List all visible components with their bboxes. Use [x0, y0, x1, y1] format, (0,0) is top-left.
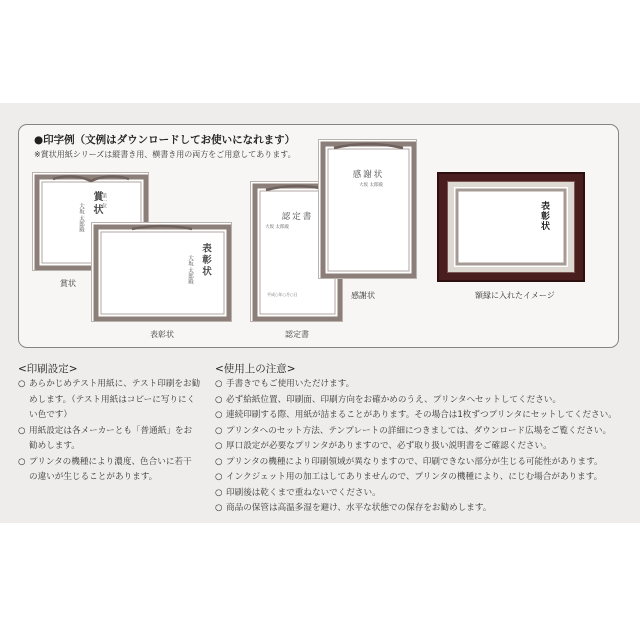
certificate-date: 平成○年○月○日 — [267, 292, 298, 297]
list-item-continuation: い色です） — [29, 410, 72, 420]
certificate-heading: 表彰状 — [200, 243, 211, 278]
print-sample-title: ●印字例（文例はダウンロードしてお使いになれます） — [34, 134, 296, 146]
ornamental-border — [319, 140, 417, 279]
list-item: ○ 手書きでもご使用いただけます。 — [215, 379, 355, 389]
list-item: ○ 商品の保管は高温多湿を避け、水平な状態での保存をお勧めします。 — [215, 503, 492, 513]
list-item: ○ プリンタへのセット方法、テンプレートの詳細につきましては、ダウンロード広場をご覧ください。 — [215, 425, 612, 436]
list-item: ○ プリンタの機種により印刷領域が異なりますので、印刷できない部分が生じる可能性があります。 — [215, 456, 603, 467]
list-item: ○ 印刷後は乾くまで重ねないでください。 — [215, 487, 381, 498]
certificate-heading: 賞状 — [91, 191, 102, 217]
certificate-hyoshojo — [91, 222, 232, 322]
list-item: ○ 用紙設定は各メーカーとも「普通紙」をお — [18, 425, 193, 436]
caption-kanshajo: 感謝状 — [351, 291, 375, 300]
certificate-kanshajo — [318, 139, 417, 279]
list-item: ○ 必ず給紙位置、印刷面、印刷方向をお確かめのうえ、プリンタへセットしてください。 — [215, 394, 561, 405]
list-item: ○ 厚口設定が必要なプリンタがありますので、必ず取り扱い説明書をご確認ください。 — [215, 441, 552, 451]
print-settings-list — [18, 377, 200, 486]
frame-mat — [447, 181, 575, 273]
certificate-recipient: 大坂 太郎殿 — [187, 255, 193, 285]
print-settings-heading: <印刷設定> — [18, 363, 78, 375]
framed-certificate — [437, 172, 585, 282]
framed-paper — [454, 187, 568, 267]
certificate-recipient: 大坂 太郎殿 — [359, 183, 383, 188]
caption-ninteisho: 認定書 — [285, 330, 309, 339]
list-item-continuation: 勧めします。 — [29, 441, 80, 451]
certificate-recipient: 大坂 太郎殿 — [78, 203, 84, 233]
usage-notes-heading: <使用上の注意> — [215, 363, 296, 375]
certificate-recipient: 大坂 太郎殿 — [265, 225, 289, 230]
certificate-rank: 第一位 — [101, 193, 107, 208]
certificate-heading: 認定書 — [281, 212, 314, 222]
usage-notes-list — [215, 377, 617, 517]
caption-framed: 額縁に入れたイメージ — [475, 291, 555, 300]
print-sample-note: ※賞状用紙シリーズは縦書き用、横書き用の両方をご用意してあります。 — [34, 150, 296, 159]
list-item: ○ プリンタの機種により濃度、色合いに若干 — [18, 456, 192, 467]
list-item-continuation: めします。（テスト用紙はコピーに写りにく — [29, 394, 196, 405]
caption-shojo: 賞状 — [60, 279, 76, 288]
caption-hyoshojo: 表彰状 — [150, 330, 174, 339]
certificate-heading: 感謝状 — [352, 170, 385, 180]
list-item: ○ 連続印刷する際、用紙が詰まることがあります。その場合は1枚ずつプリンタにセットしてください。 — [215, 410, 617, 420]
list-item: ○ あらかじめテスト用紙に、テスト印刷をお勧 — [18, 379, 201, 389]
list-item-continuation: の違いが生じることがあります。 — [29, 472, 158, 482]
list-item: ○ インクジェット用の加工はしてありませんので、プリンタの機種により、にじむ場合があります。 — [215, 472, 603, 482]
framed-heading: 表彰状 — [539, 201, 549, 231]
